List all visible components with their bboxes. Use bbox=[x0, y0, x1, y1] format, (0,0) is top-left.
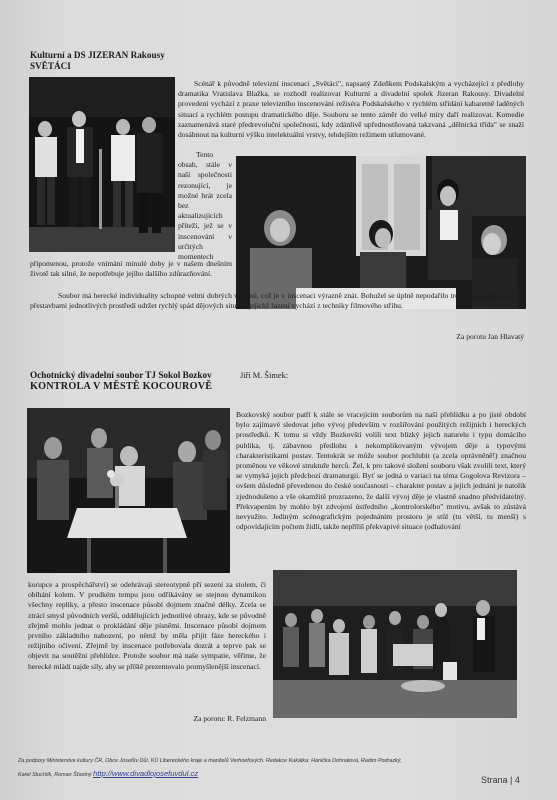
article1-heading: Kulturní a DS JIZERAN Rakousy bbox=[30, 50, 165, 60]
article2-paragraph-2: korupce a prospěchářství) se odehrávají stereotypně při sezení za stolem, či obíhání kolem. V prudkém tempu jsou odříkávány se stejnou dynamikou všechny repliky, a přesto inscenace působí dojmem značné délky. Zcela se ztrácí smysl původních veršů, oddělujících jednotlivé obrazy, kde se původně zřejmě mohlo jednat o prokládání děje písněmi. Inscenace působí dojmem prvního základního nahození, po němž by měla přijít fáze hereckého i režijního očivení. Zřejmě by inscenace potřebovala dozrát a teprve pak se objevit na soutěžní přehlídce. Protože soubor má naše sympatie, věříme, že herecké mládí najde síly, aby se příště prezentovalo promyšlenější inscenací. bbox=[28, 580, 266, 671]
article1-title: SVĚTÁCI bbox=[30, 61, 71, 71]
footer bbox=[18, 757, 538, 766]
article2-heading: Ochotnický divadelní soubor TJ Sokol Bozkov bbox=[30, 370, 212, 380]
page-number: Strana | 4 bbox=[481, 775, 520, 785]
article2-author: Jiří M. Šimek: bbox=[240, 371, 289, 380]
footer-line-2 bbox=[18, 770, 198, 780]
photo-kontrola-ensemble bbox=[273, 570, 517, 718]
article2-paragraph-1: Bozkovský soubor patří k stále se vracejícím souborům na naší přehlídku a po jisté období bylo zajímavé sledovat jeho vývoj především v rozšiřování použitých režijních i hereckých prostředků. K tomu si vždy Bozkovští volili text blízký jejich naturelu i typu domácího publika, tj. zábavnou předlohu s nekomplikovaným vývojem děje a typovými charakteristikami postav. Tentokrát se může soubor pochlubit (a zcela oprávněně!) značnou proměnou ve věkové struktuře herců. Žel, k pro takové složení souboru však zvolili text, který se vymyká jejich předchozí dramaturgii. Byť se jedná o variaci na téma Gogolova Revizora – ovšem důsledně převedenou do české současnosti – charakter postav a jejich jednání je natolik zjednodušeno a vše okamžitě prozrazeno, že další vývoj děje je vlastně snadno předvídatelný. Překvapením by mohlo být zdvojení ústředního „kontrolorského" motivu, avšak to zůstává nevyužito. Jediným scénografickým pojednáním prostoru je stůl (tu větší, tu menší) s odpovídajícím počtem židlí, takže nepříliš překvapivé situace (odhalování bbox=[236, 410, 526, 532]
article1-paragraph-2-narrow: Tento obsah, stále v naší společnosti rezonující, je možné hrát zcela bez aktualizujících příteží, jež se v inscenování v určitých momentech bbox=[178, 150, 232, 262]
footer-editors: Karel Stuchlík, Roman Šťastný bbox=[18, 772, 92, 778]
article2-title: KONTROLA V MĚSTĚ KOCOUROVĚ bbox=[30, 381, 213, 392]
article1-paragraph-3: Soubor má herecké individuality schopné velmi dobrých výkonů, což je v inscenaci výrazně znát. Bohužel se úplně nepodařilo trochu komplikovanými přestavbami jednotlivých prostředí udržet rychlý spád dějových situací, jejichž řazení vychází z techniky filmového střihu. bbox=[30, 291, 524, 311]
footer-support-line: Za podpory Ministerstva kultury ČR, Obce Josefův Důl, KÚ Libereckého kraje a manželů Verhoefových. Redakce Kukátka: Hanička Dohnalová, Radim Podrazký, bbox=[18, 758, 402, 764]
photo-svetaci-women bbox=[236, 156, 526, 309]
article1-paragraph-1: Scénář k původně televizní inscenaci „Světáci", napsaný Zdeňkem Podskalským a vycházející z předlohy dramatika Vratislava Blažka, se rozhodl realizovat Kulturní a divadelní spolek Jizeran Rakousy. Divadelní provedení vychází z praxe televizního inscenování režiséra Podskalského v rychlém střídání kabaretně laděných situací a rychlém postupu dramatického děje. Souboru se tento záměr do velké míry daří realizovat. Komedie zaznamenává staré předrevoluční společnosti, kdy zdánlivě upřednostňovaná takzvaná „dělnická třída" se snaží dosáhnout na kulturní výšku intelektuální vrstvy, tehdejším režimem utlumované. bbox=[178, 79, 524, 140]
photo-svetaci-stage bbox=[29, 77, 175, 252]
photo-kontrola-table bbox=[27, 408, 230, 573]
website-link[interactable]: http://www.divadlojosefuvdul.cz bbox=[93, 769, 199, 778]
article2-credit: Za porotu: R. Felzmann bbox=[193, 714, 266, 723]
article1-credit: Za porotu Jan Hlavatý bbox=[456, 332, 524, 341]
article1-paragraph-2-rest: připomenou, protože vnímání minulé doby je v našem dnešním životě tak silné, že nepotřebuje jejího dalšího zdůrazňování. bbox=[30, 259, 232, 279]
